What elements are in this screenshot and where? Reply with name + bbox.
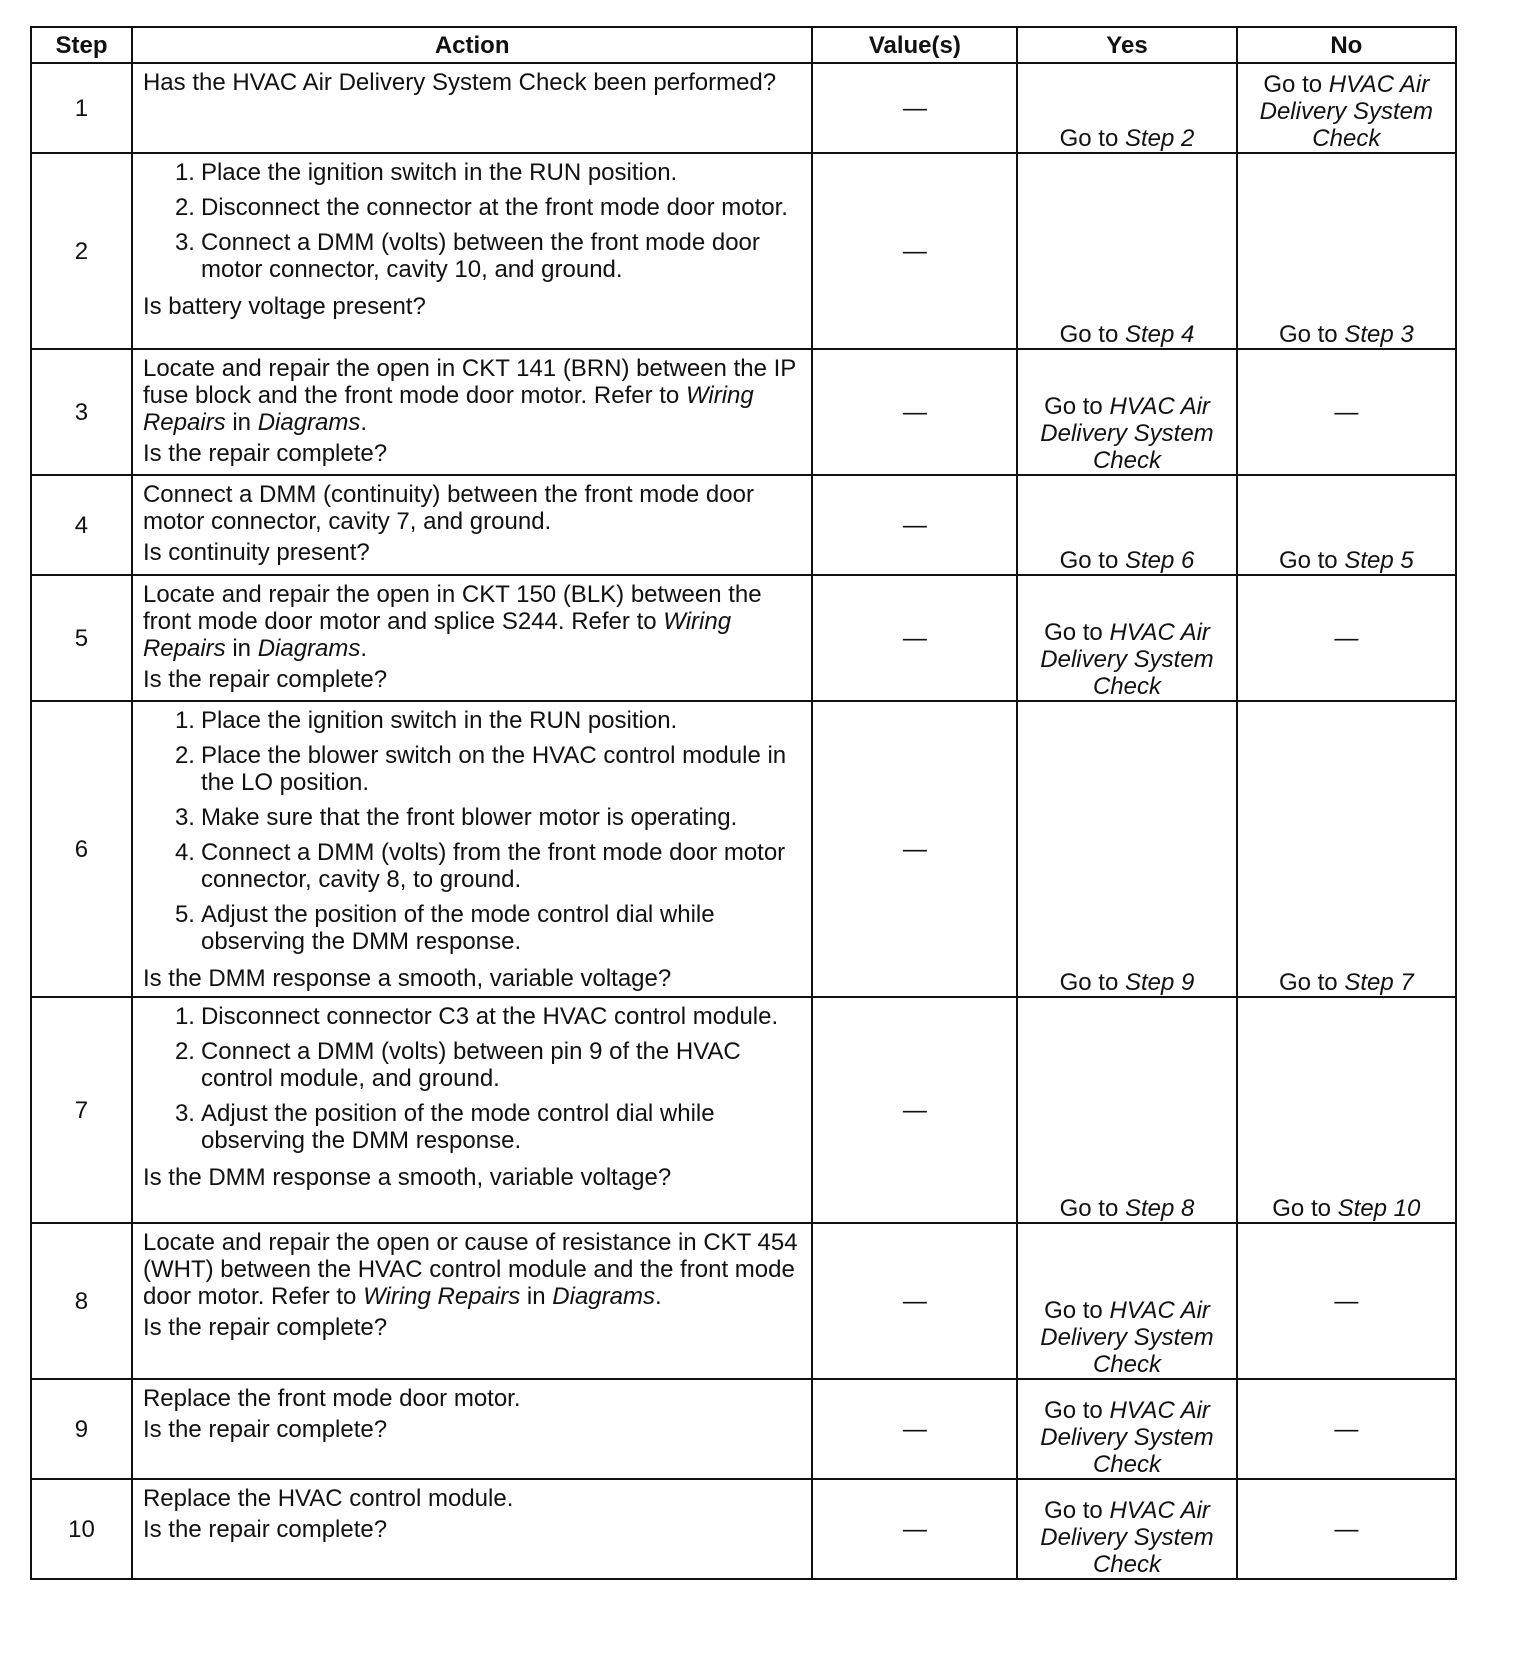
action-question: Is the repair complete? (142, 440, 388, 467)
yes-cell: Go to Step 6 (1017, 475, 1236, 575)
yes-target: HVAC Air Delivery System Check (1040, 1497, 1214, 1578)
yes-target: Step 6 (1124, 547, 1195, 574)
yes-target: HVAC Air Delivery System Check (1040, 619, 1214, 700)
table-row (31, 1479, 1456, 1579)
action-question: Is battery voltage present? (142, 293, 426, 320)
yes-cell: Go to Step 9 (1017, 701, 1236, 997)
action-text: Replace the front mode door motor. (142, 1385, 521, 1412)
table-row (31, 1379, 1456, 1479)
header-no: No (1237, 27, 1456, 63)
no-cell: — (1237, 575, 1456, 701)
value-cell: — (812, 575, 1017, 701)
table-row (31, 1223, 1456, 1379)
action-cell (132, 475, 812, 575)
action-cell (132, 701, 812, 997)
step-number: 8 (31, 1223, 132, 1379)
yes-cell: Go to Step 4 (1017, 153, 1236, 349)
action-cell (132, 349, 812, 475)
header-step: Step (31, 27, 132, 63)
action-cell (132, 1379, 812, 1479)
action-text: Has the HVAC Air Delivery System Check been performed? (142, 69, 777, 96)
action-question: Is the DMM response a smooth, variable voltage? (142, 1164, 672, 1191)
value-cell: — (812, 63, 1017, 153)
no-target: HVAC Air Delivery System Check (1259, 71, 1433, 152)
list-item: 1. Place the ignition switch in the RUN position. (174, 159, 678, 186)
table-row (31, 153, 1456, 349)
yes-cell: Go to HVAC Air Delivery System Check (1017, 349, 1236, 475)
step-number: 1 (31, 63, 132, 153)
table-row (31, 63, 1456, 153)
header-values: Value(s) (812, 27, 1017, 63)
yes-cell (1017, 63, 1236, 153)
table-row (31, 701, 1456, 997)
no-cell: Go to Step 10 (1237, 997, 1456, 1223)
list-item: 1. Place the ignition switch in the RUN position. (174, 707, 678, 734)
table-row (31, 575, 1456, 701)
yes-target: Step 2 (1124, 125, 1195, 152)
action-cell (132, 1223, 812, 1379)
no-cell: Go to Step 5 (1237, 475, 1456, 575)
action-cell (132, 575, 812, 701)
table-row (31, 997, 1456, 1223)
action-question: Is continuity present? (142, 539, 370, 566)
no-cell (1237, 63, 1456, 153)
table-row (31, 349, 1456, 475)
no-cell: — (1237, 1379, 1456, 1479)
action-cell (132, 153, 812, 349)
yes-cell: Go to HVAC Air Delivery System Check (1017, 1479, 1236, 1579)
no-cell: Go to Step 7 (1237, 701, 1456, 997)
step-number: 6 (31, 701, 132, 997)
value-cell: — (812, 997, 1017, 1223)
step-number: 10 (31, 1479, 132, 1579)
step-number: 5 (31, 575, 132, 701)
yes-target: HVAC Air Delivery System Check (1040, 393, 1214, 474)
yes-target: Step 8 (1124, 1195, 1195, 1222)
yes-cell: Go to HVAC Air Delivery System Check (1017, 1379, 1236, 1479)
header-row (31, 27, 1456, 63)
no-target: Step 7 (1344, 969, 1414, 996)
no-prefix: Go to (1263, 71, 1323, 98)
no-target: Step 5 (1344, 547, 1414, 574)
no-cell: — (1237, 1223, 1456, 1379)
list-item: 2. Disconnect the connector at the front mode door motor. (174, 194, 788, 221)
action-text: Connect a DMM (continuity) between the front mode door motor connector, cavity 7, and ground. (142, 481, 754, 535)
action-cell (132, 1479, 812, 1579)
step-number: 3 (31, 349, 132, 475)
value-cell: — (812, 701, 1017, 997)
yes-target: Step 9 (1124, 969, 1195, 996)
list-item: 3. Make sure that the front blower motor is operating. (174, 804, 738, 831)
step-number: 9 (31, 1379, 132, 1479)
value-cell: — (812, 349, 1017, 475)
step-number: 4 (31, 475, 132, 575)
list-item: 5. Adjust the position of the mode control dial while observing the DMM response. (174, 901, 715, 955)
action-question: Is the repair complete? (142, 1314, 388, 1341)
value-cell: — (812, 1223, 1017, 1379)
list-item: 1. Disconnect connector C3 at the HVAC control module. (174, 1003, 779, 1030)
action-steps (143, 1003, 801, 1160)
table-header (31, 27, 1456, 63)
list-item: 3. Connect a DMM (volts) between the front mode door motor connector, cavity 10, and ground. (174, 229, 760, 283)
action-text: Locate and repair the open in CKT 150 (BLK) between the front mode door motor and splice S244. Refer to Wiring Repairs in Diagrams. (142, 581, 762, 662)
header-yes: Yes (1017, 27, 1236, 63)
action-text: Locate and repair the open or cause of resistance in CKT 454 (WHT) between the HVAC control module and the front mode door motor. Refer to Wiring Repairs in Diagrams. (142, 1229, 798, 1310)
no-target: Step 3 (1344, 321, 1414, 348)
no-cell: Go to Step 3 (1237, 153, 1456, 349)
step-number: 7 (31, 997, 132, 1223)
list-item: 3. Adjust the position of the mode control dial while observing the DMM response. (174, 1100, 715, 1154)
diagnostic-table (30, 26, 1457, 1580)
yes-target: HVAC Air Delivery System Check (1040, 1297, 1214, 1378)
yes-cell: Go to Step 8 (1017, 997, 1236, 1223)
action-question: Is the repair complete? (142, 1516, 388, 1543)
action-steps (143, 707, 801, 961)
header-action: Action (132, 27, 812, 63)
yes-cell: Go to HVAC Air Delivery System Check (1017, 1223, 1236, 1379)
table-row (31, 475, 1456, 575)
list-item: 2. Place the blower switch on the HVAC control module in the LO position. (174, 742, 787, 796)
action-text: Replace the HVAC control module. (142, 1485, 514, 1512)
action-question: Is the DMM response a smooth, variable voltage? (142, 965, 672, 992)
value-cell: — (812, 153, 1017, 349)
value-cell: — (812, 475, 1017, 575)
action-cell (132, 997, 812, 1223)
yes-prefix: Go to (1059, 125, 1119, 152)
step-number: 2 (31, 153, 132, 349)
no-cell: — (1237, 349, 1456, 475)
action-question: Is the repair complete? (142, 666, 388, 693)
action-cell (132, 63, 812, 153)
action-question: Is the repair complete? (142, 1416, 388, 1443)
yes-target: Step 4 (1124, 321, 1195, 348)
no-cell: — (1237, 1479, 1456, 1579)
yes-target: HVAC Air Delivery System Check (1040, 1397, 1214, 1478)
value-cell: — (812, 1379, 1017, 1479)
value-cell: — (812, 1479, 1017, 1579)
no-target: Step 10 (1337, 1195, 1421, 1222)
list-item: 2. Connect a DMM (volts) between pin 9 of the HVAC control module, and ground. (174, 1038, 741, 1092)
yes-cell: Go to HVAC Air Delivery System Check (1017, 575, 1236, 701)
action-steps (143, 159, 801, 289)
list-item: 4. Connect a DMM (volts) from the front mode door motor connector, cavity 8, to ground. (174, 839, 786, 893)
action-text: Locate and repair the open in CKT 141 (BRN) between the IP fuse block and the front mode door motor. Refer to Wiring Repairs in Diagrams. (142, 355, 796, 436)
